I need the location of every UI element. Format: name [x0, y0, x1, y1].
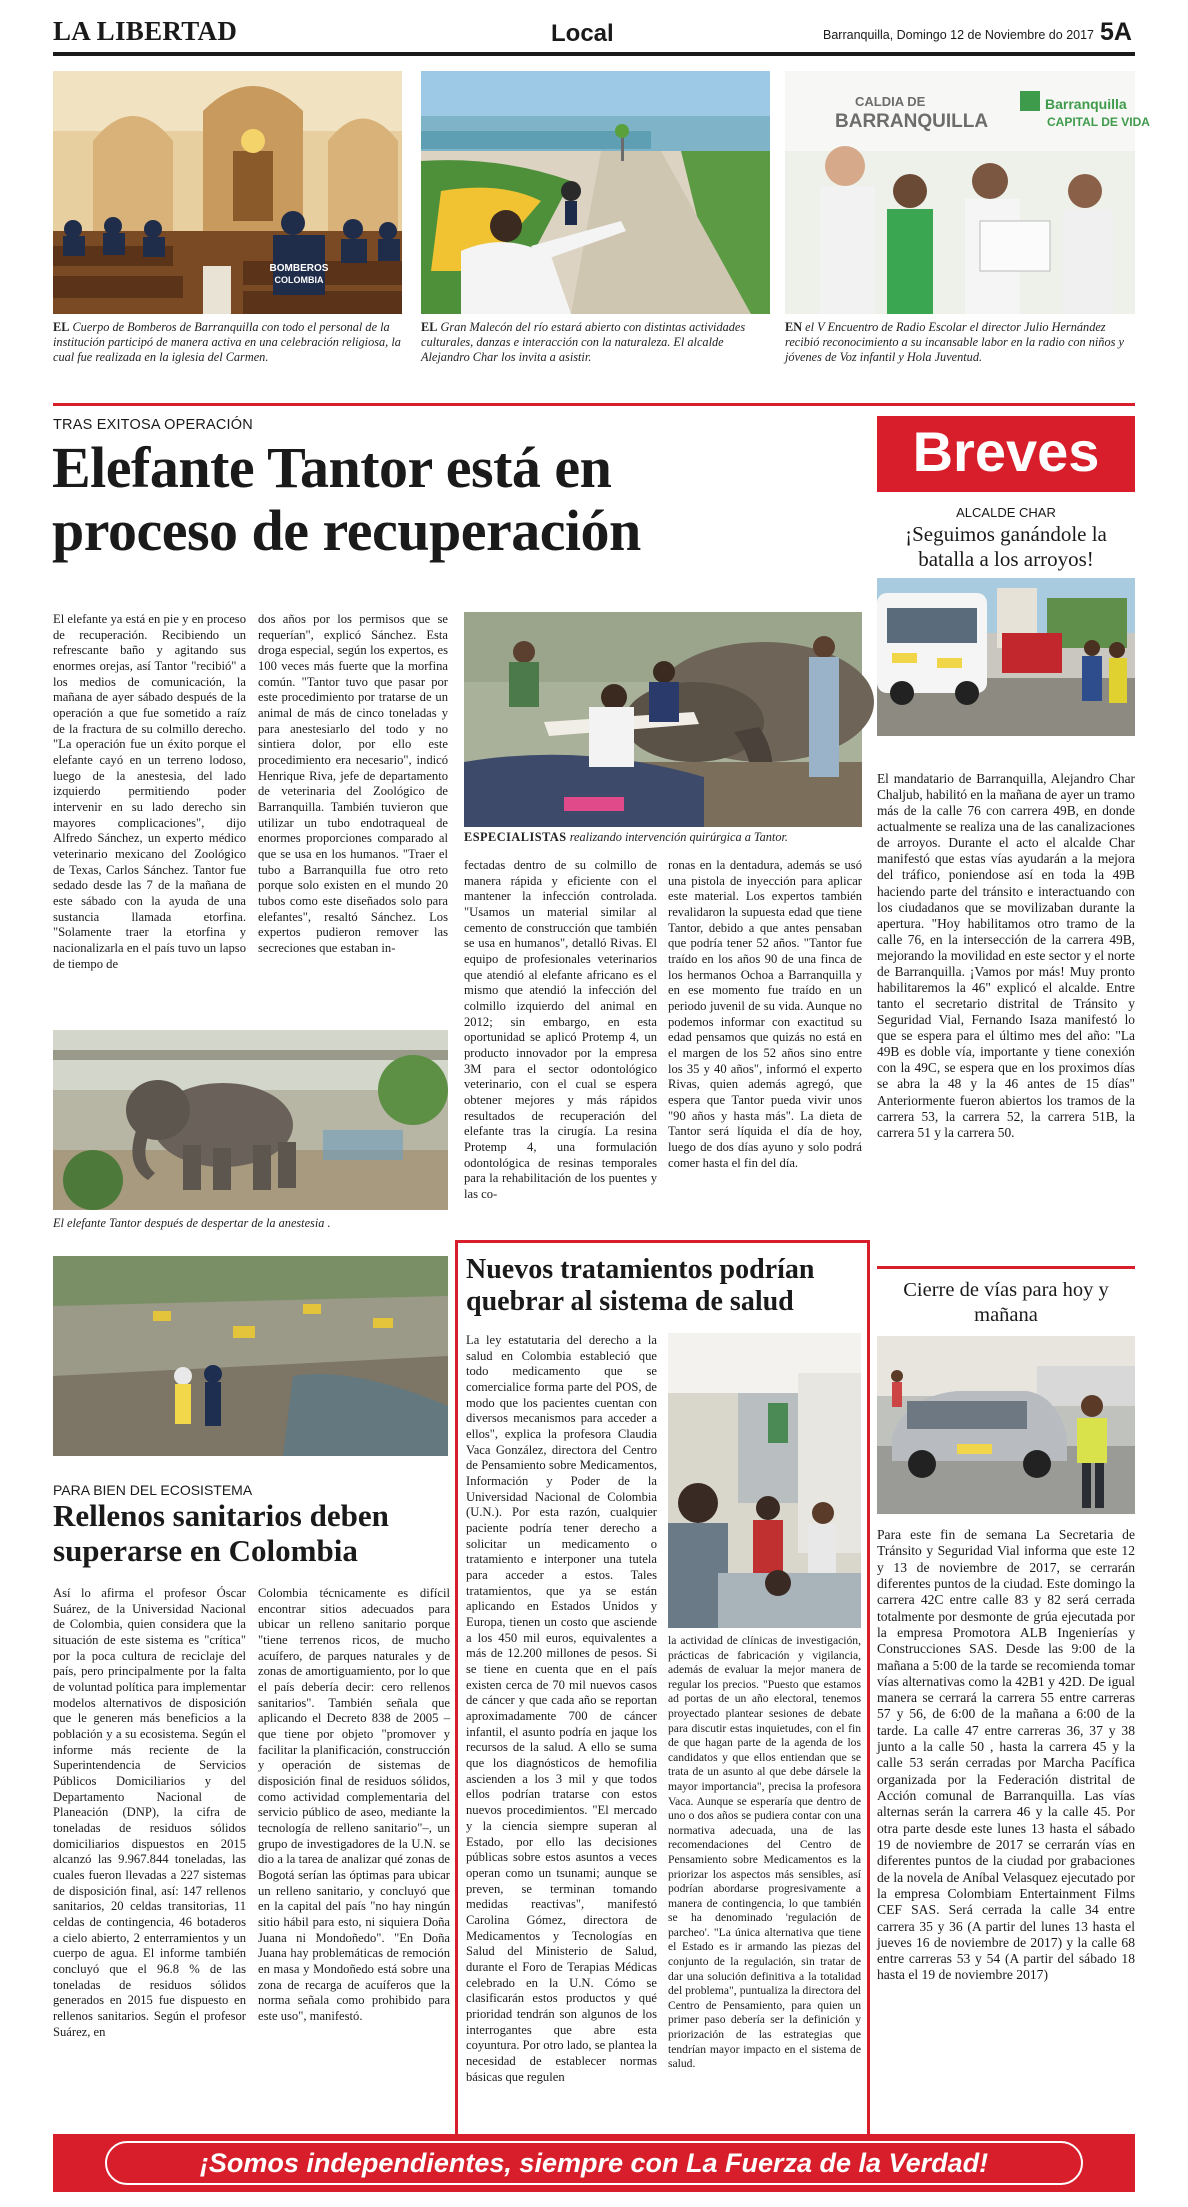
- elephant-photo-caption: [53, 1216, 448, 1231]
- paper-name: LA LIBERTAD: [53, 16, 238, 46]
- svg-text:CAPITAL DE VIDA: CAPITAL DE VIDA: [1047, 115, 1150, 129]
- main-column-3-text: fectadas dentro de su colmillo de manera rápida y eficiente con el mantener la infección controlada. "Usamos un material similar al cemento de construcción que también se usa en humanos", detalló Rivas. El equipo de profesionales veterinarios que atendió al elefante africano es el mismo que atendió la infección del colmillo izquierdo del animal en 2012; sin embargo, en esta oportunidad se aplicó Protemp 4, un producto innovador por la empresa 3M para el sector odontológico veterinario, con el cual se espera obtener mejores y más rápidos resultados de recuperación del elefante tras la cirugía. La resina Protemp 4, una formulación odontológica de resinas temporales para la rehabilitación de los puentes y las co-: [464, 858, 657, 1202]
- photo-traffic-officer: [877, 1336, 1135, 1514]
- section-divider: [53, 403, 1135, 406]
- rellenos-headline: Rellenos sanitarios deben superarse en Colombia: [53, 1498, 389, 1568]
- caption-lead: EL: [421, 320, 438, 334]
- breves-body-2-text: Para este fin de semana La Secretaria de Tránsito y Seguridad Vial informa que este 12 y 13 de noviembre de 2017, se cerrarán diferentes puntos de la ciudad. Este domingo la carrera 42C entre calle 83 y 82 será cerrada totalmente por desmonte de grúa ejecutada por la empresa Promotora ALB Ingenierías y Construcciones SAS. Desde las 9:00 de la mañana a 5:00 de la tarde se recomienda tomar vías alternativas como la 42B1 y 42D. De igual manera se cerrará la carrera 55 entre carreras 57 y 56, de 6:00 de la mañana a 6:00 de la tarde. La calle 47 entre carreras 36, 37 y 38 junto a la calle 50 , hasta la carrera 45 y la calle 53 serán cerradas por Marcha Pacífica organizada por la Federación distrital de Acción comunal de Barranquilla. Las vías alternas serán la carrera 46 y la calle 45. Por otra parte desde este lunes 13 hasta el sábado 19 de noviembre de 2017 se cerrarán vías en diferentes puntos de la ciudad por grabaciones de la novela de Aníbal Velasquez ejecutado por la empresa Colombiam Entertainment Films CEF SAS. Será cerrada la calle 34 entre carrera 35 y 36 (A partir del lunes 13 hasta el jueves 16 de noviembre de 2017) y la calle 68 entre carreras 53 y 54 (A partir del sábado 18 hasta el 19 de noviembre 2017): [877, 1527, 1135, 1983]
- main-headline-line-1: Elefante Tantor está en: [52, 435, 612, 500]
- caption-lead: EN: [785, 320, 803, 334]
- main-headline: [52, 436, 872, 562]
- section-name: Local: [551, 20, 614, 47]
- svg-text:BARRANQUILLA: BARRANQUILLA: [835, 111, 989, 132]
- salud-column-2-text: la actividad de clínicas de investigación, prácticas de fabricación y vigilancia, además de evaluar la mejor manera de regular los precios. "Puesto que estamos ad portas de un año electoral, tenemos proyectado plantear sesiones de debate para discutir estas inquietudes, con el fin de que hagan parte de la agenda de los candidatos y que ellos entiendan que se trata de un asunto al que debe dársele la mayor importancia", precisa la profesora Vaca. Aunque se esperaría que dentro de uno o dos años se pudiera contar con una normativa adecuada, una de las recomendaciones del Centro de Pensamiento sobre Medicamentos es la priorizar los aspectos más sensibles, así podrían abordarse progresivamente a manera de contingencia, lo que también se ha denominado 'regulación de parcheo'. "La única alternativa que tiene el Estado es ir armando las piezas del conjunto de la regulación, sin tratar de dar una solución definitiva a la totalidad del problema", puntualiza la directora del Centro de Pensamiento, para quien un primer paso debería ser la definición y priorización de las estrategias que tendrían mayor impacto en el sistema de salud.: [668, 1634, 861, 2071]
- svg-text:Barranquilla: Barranquilla: [1045, 96, 1127, 112]
- dateline: Barranquilla, Domingo 12 de Noviembre do 2017: [823, 28, 1094, 42]
- photo-caption-3: [785, 320, 1135, 365]
- breves-body-text: El mandatario de Barranquilla, Alejandro Char Chaljub, habilitó en la mañana de ayer un tramo más de la calle 76 con carrera 49B, en donde actualmente se realiza una de las canalizaciones de arroyos. Durante el acto el alcalde Char manifestó que estas vías ayudarán a la mejora del tráfico, poniendose así en toda la 49B haciendo parte del tránsito e interactuando con los ciudadanos que se movilizaban durante la apertura. "Hoy habilitamos otro tramo de la calle 76, en la intersección de la carrera 49B, mejorando la movilidad en este sector y el norte de Barranquilla. ¡Vamos por más! Muy pronto habilitaremos la 46" explicó el alcalde. Entre tanto el secretario distrital de Tránsito y Seguridad Vial, Fernando Isaza manifestó lo que se espera para el último mes del año: "La 49B es doble vía, importante y tiene conexión con la 49C, se espera que en los proximos días se abra la 48 y la 46 antes de 15 días" Anteriormente fueron abiertos los tramos de la carrera 53, la carrera 52, la carrera 51B, la carrera 51 y la carrera 50.: [877, 771, 1135, 1140]
- breves-divider: [877, 1266, 1135, 1269]
- salud-column-1-text: La ley estatutaria del derecho a la salud en Colombia estableció que todo medicamento que se comercialice forma parte del POS, de modo que los pacientes cuentan con diversos mecanismos para acceder a ellos", explica la profesora Claudia Vaca González, directora del Centro de Pensamiento sobre Medicamentos, Información y Poder de la Universidad Nacional de Colombia (U.N.). Por esta razón, cualquier paciente podría tener derecho a solicitar un medicamento o tratamiento e interponer una tutela para acceder a estos. Tales tratamientos, que ya se están aplicando en Estados Unidos y Europa, tienen un costo que asciende a los 450 mil euros, equivalentes a más de 12.200 millones de pesos. Si se tiene en cuenta que en el país existen cerca de 70 mil nuevos casos de cáncer y que cada año se reportan aproximadamente 700 de cáncer infantil, el asunto podría en jaque los recursos de la salud. A ello se suma que los diagnósticos de hemofilia ascienden a los 3 mil y que todos ellos podrían tratarse con estos nuevos procedimientos. "El mercado y la ciencia siempre superan al Estado, por ello las decisiones públicas sobre estos asuntos a veces operan como un tsunami; aunque se preven, se terminan tomando medidas reactivas", manifestó Carolina Gómez, directora de Medicamentos y Tecnologías en Salud del Ministerio de Salud, durante el Foro de Terapias Médicas celebrado en la U.N. Cómo se clasificarán estos productos y qué prioridad tendrán son algunos de los interrogantes que abre esta coyuntura. Por otro lado, se plantea la necesidad de establecer normas básicas que regulen: [466, 1333, 657, 2084]
- svg-text:BOMBEROS: BOMBEROS: [269, 263, 329, 274]
- rellenos-column-1-text: Así lo afirma el profesor Óscar Suárez, de la Universidad Nacional de Colombia, quien considera que la situación de este sistema es "crítica" por la poca cultura de reciclaje del país, pero principalmente por la falta de voluntad política para implementar modelos alternativos de disposición que le generen más beneficios a la población y a su ecosistema. Según el informe más reciente de la Superintendencia de Servicios Públicos Domiciliarios y del Departamento Nacional de Planeación (DNP), la cifra de toneladas de residuos sólidos domiciliarios dispuestos en 2015 alcanzó las 9.967.844 toneladas, las cuales fueron llevadas a 227 sistemas de disposición final, así: 147 rellenos sanitarios, 20 celdas transitorias, 11 celdas de contingencia, 46 botaderos a cielo abierto, 2 enterramientos y un cuerpo de agua. El informe también concluyó que el 96.8 % de las toneladas de residuos sólidos generados en 2015 fue dispuesto en rellenos sanitarios. Según el profesor Suárez, en: [53, 1586, 246, 2039]
- rellenos-column-2-text: Colombia técnicamente es difícil encontrar sitios adecuados para ubicar un relleno sanitario porque "tiene terrenos ricos, de mucho acuífero, de parques naturales y de zonas de amortiguamiento, por lo que el país debería decir: cero rellenos sanitarios". También señala que aplicando el Decreto 838 de 2005 –que tiene por objeto "promover y facilitar la planificación, construcción y operación de sistemas de disposición final de residuos sólidos, como actividad complementaria del servicio público de aseo, mediante la tecnología de relleno sanitario"–, un grupo de investigadores de la U.N. se dio a la tarea de analizar qué zonas de Bogotá serían las óptimas para ubicar un relleno sanitario, y concluyó que en la capital del país "no hay ningún sitio hábil para esto, ni siquiera Doña Juana ni Mondoñedo". "En Doña Juana hay problemáticas de remoción en masa y Mondoñedo está sobre una zona de recarga de acuíferos que la norma señala como prohibido para este uso", manifestó.: [258, 1586, 450, 2024]
- footer-slogan: ¡Somos independientes, siempre con La Fuerza de la Verdad!: [199, 2148, 989, 2178]
- photo-caption-2: [421, 320, 770, 365]
- main-column-4: [668, 858, 862, 1228]
- caption-text: Gran Malecón del río estará abierto con distintas actividades culturales, danzas e interacción con la naturaleza. El alcalde Alejandro Char los invita a asistir.: [421, 320, 746, 364]
- masthead: [53, 14, 1135, 56]
- breves-body: [877, 771, 1135, 1261]
- breves-box: [877, 416, 1135, 492]
- photo-church-firefighters: [53, 71, 402, 314]
- breves-label: Breves: [912, 420, 1100, 483]
- main-column-1: [53, 612, 246, 1017]
- breves-headline: ¡Seguimos ganándole la batalla a los arroyos!: [905, 522, 1107, 571]
- masthead-rule: [53, 52, 1135, 56]
- breves-headline-2: Cierre de vías para hoy y mañana: [903, 1279, 1109, 1326]
- main-column-1-text: El elefante ya está en pie y en proceso de recuperación. Recibiendo un refrescante baño y agitando sus enormes orejas, así Tantor "recibió" a los medios de comunicación, la mañana de ayer sábado después de la operación a que fue sometido a raíz de la fractura de su colmillo derecho. "La operación fue un éxito porque el elefante cayó en un terreno lodoso, luego de la anestesia, del lado izquierdo permitiendo poder intervenir en su lado derecho sin mayores complicaciones", dijo Alfredo Sánchez, un experto médico veterinario mexicano del Zoológico de Texas, Carlos Sánchez. Tantor fue sedado desde las 7 de la mañana de este sábado con la ayuda de una sustancia llamada etorfina. "Solamente traer la etorfina y nacionalizarla en el país tuvo un lapso de tiempo de: [53, 612, 246, 971]
- photo-elephant: [53, 1030, 448, 1210]
- main-kicker: TRAS EXITOSA OPERACIÓN: [53, 417, 253, 433]
- photo-radio-award: [785, 71, 1150, 314]
- svg-text:COLOMBIA: COLOMBIA: [274, 275, 324, 285]
- photo-landfill: [53, 1256, 448, 1456]
- rellenos-column-1: [53, 1586, 246, 2118]
- photo-hospital: [668, 1333, 861, 1628]
- main-column-3: [464, 858, 657, 1228]
- photo-malecon: [421, 71, 770, 314]
- svg-text:CALDIA DE: CALDIA DE: [855, 94, 926, 109]
- main-column-2: [258, 612, 448, 1017]
- main-column-4-text: ronas en la dentadura, además se usó una pistola de inyección para aplicar este material. Los expertos también revalidaron la supuesta edad que tiene Tantor, debido a que antes pensaban que podría tener 52 años. "Tantor fue traído en los años 90 de una finca de los hermanos Ochoa a Barranquilla y en ese momento fue traído en un periodo juvenil de su vida. Aunque no podemos informar con exactitud su edad pensamos que quizás no está en el margen de los 52 años sino entre los 35 y 40 años", informó el experto Rivas, quien además agregó, que espera que Tantor pueda vivir unos "90 años y hasta más". La dieta de Tantor será líquida el día de hoy, luego de dos días ayuno y solo podrá comer hasta el fin del día.: [668, 858, 862, 1170]
- caption-lead: ESPECIALISTAS: [464, 830, 567, 844]
- surgery-photo-caption: [464, 830, 862, 845]
- caption-text: realizando intervención quirúrgica a Tantor.: [569, 830, 788, 844]
- photo-street-opening: [877, 578, 1135, 736]
- photo-surgery: [464, 612, 862, 827]
- caption-lead: EL: [53, 320, 70, 334]
- rellenos-column-2: [258, 1586, 450, 2118]
- salud-headline: Nuevos tratamientos podrían quebrar al sistema de salud: [466, 1254, 815, 1317]
- breves-body-2: [877, 1527, 1135, 1983]
- rellenos-kicker: PARA BIEN DEL ECOSISTEMA: [53, 1482, 253, 1498]
- main-column-2-text: dos años por los permisos que se requerían", explicó Sánchez. Esta droga especial, según los expertos, es 100 veces más fuerte que la morfina común. "Tantor tuvo que pasar por este procedimiento por tratarse de un animal de más de cinco toneladas y para anestesiarlo del todo y no sintiera dolor, por ello este procedimiento era necesario", indicó Henrique Riva, jefe de departamento de veterinaria del Zoológico de Barranquilla. También tuvieron que utilizar un tubo endotraqueal de enormes proporciones comparado al que se usa en los humanos. "Traer el tubo a Barranquilla fue otro reto porque solo existen en el mundo 20 tubos como este diseñados solo para elefantes", resaltó Sánchez. Los expertos pudieron remover las secreciones que estaban in-: [258, 612, 448, 956]
- page-number: 5A: [1100, 18, 1132, 46]
- main-headline-line-2: proceso de recuperación: [52, 498, 641, 563]
- salud-column-1: [466, 1333, 657, 2141]
- caption-text: El elefante Tantor después de despertar de la anestesia .: [53, 1216, 331, 1230]
- salud-column-2: [668, 1634, 861, 2141]
- photo-caption-1: [53, 320, 402, 365]
- caption-text: Cuerpo de Bomberos de Barranquilla con todo el personal de la institución participó de manera activa en una celebración religiosa, la cual fue realizada en la iglesia del Carmen.: [53, 320, 401, 364]
- caption-text: el V Encuentro de Radio Escolar el director Julio Hernández recibió reconocimiento a su incansable labor en la radio con niños y jóvenes de Voz infantil y Hola Juventud.: [785, 320, 1124, 364]
- breves-kicker: ALCALDE CHAR: [956, 505, 1056, 520]
- footer-banner: [53, 2134, 1135, 2192]
